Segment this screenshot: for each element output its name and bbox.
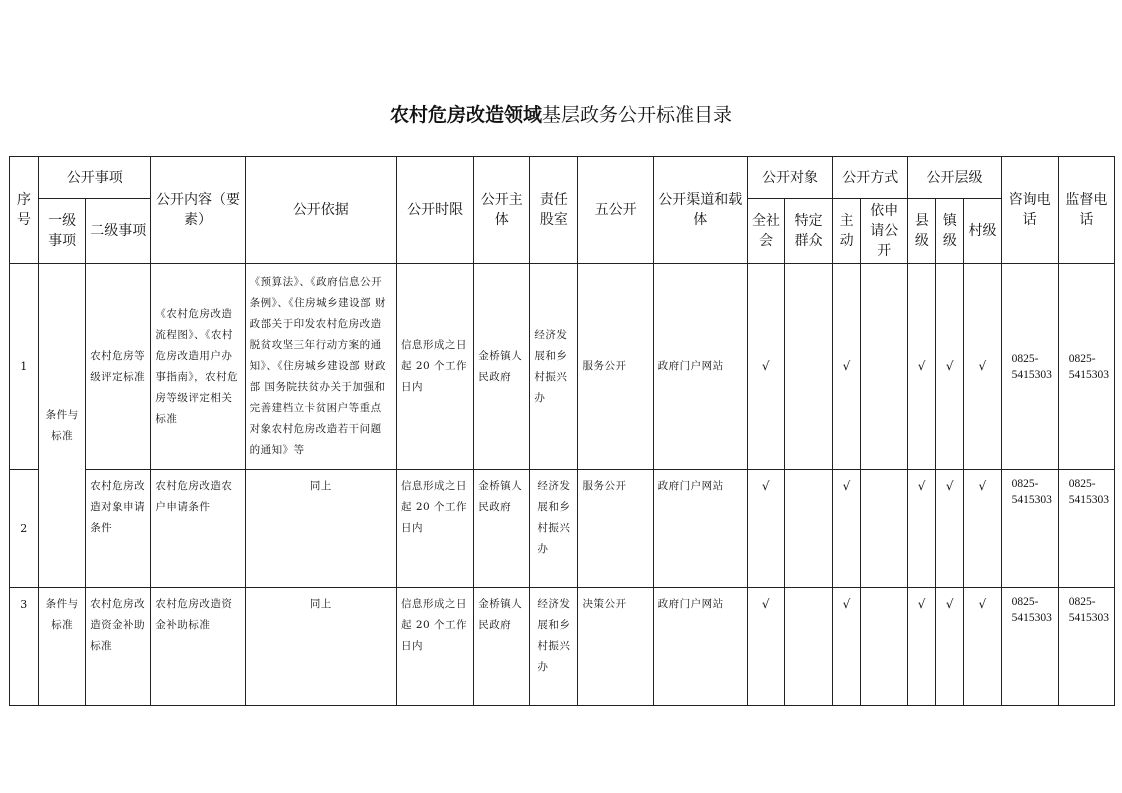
header-level2: 二级事项 xyxy=(86,199,151,264)
row-content: 《农村危房改造流程图》、《农村危房改造用户办事指南》，农村危房等级评定相关标准 xyxy=(151,264,245,470)
row-county-check: √ xyxy=(908,264,936,470)
row-content: 农村危房改造农户申请条件 xyxy=(151,470,245,588)
row-specific-group-check xyxy=(785,588,833,706)
header-seq: 序号 xyxy=(10,157,39,264)
row-supervise-phone: 0825-5415303 xyxy=(1058,264,1114,470)
header-county: 县级 xyxy=(908,199,936,264)
row-content: 农村危房改造资金补助标准 xyxy=(151,588,245,706)
row-basis: 同上 xyxy=(245,470,396,588)
row-timeframe: 信息形成之日起 20 个工作日内 xyxy=(397,264,474,470)
row-channel: 政府门户网站 xyxy=(653,470,747,588)
row-five: 决策公开 xyxy=(578,588,653,706)
header-level: 公开层级 xyxy=(908,157,1001,199)
disclosure-catalog-table xyxy=(9,156,1115,706)
row-village-check: √ xyxy=(964,264,1001,470)
header-matter: 公开事项 xyxy=(39,157,151,199)
header-specific-group: 特定群众 xyxy=(785,199,833,264)
row-level2: 农村危房等级评定标准 xyxy=(86,264,151,470)
row-level1: 条件与标准 xyxy=(39,264,86,588)
row-consult-phone: 0825-5415303 xyxy=(1001,470,1058,588)
row-consult-phone: 0825-5415303 xyxy=(1001,264,1058,470)
row-five: 服务公开 xyxy=(578,264,653,470)
row-specific-group-check xyxy=(785,470,833,588)
row-all-society-check: √ xyxy=(747,264,784,470)
row-timeframe: 信息形成之日起 20 个工作日内 xyxy=(397,588,474,706)
row-supervise-phone: 0825-5415303 xyxy=(1058,588,1114,706)
row-county-check: √ xyxy=(908,470,936,588)
header-dept: 责任股室 xyxy=(530,157,578,264)
row-all-society-check: √ xyxy=(747,470,784,588)
row-on-request-check xyxy=(861,470,908,588)
header-basis: 公开依据 xyxy=(245,157,396,264)
row-consult-phone: 0825-5415303 xyxy=(1001,588,1058,706)
row-basis: 同上 xyxy=(245,588,396,706)
row-seq: 3 xyxy=(10,588,39,706)
header-town: 镇级 xyxy=(936,199,964,264)
header-level1: 一级事项 xyxy=(39,199,86,264)
table-row xyxy=(10,470,1115,588)
header-village: 村级 xyxy=(964,199,1001,264)
table-row xyxy=(10,264,1115,470)
header-method: 公开方式 xyxy=(833,157,908,199)
row-town-check: √ xyxy=(936,264,964,470)
header-channel: 公开渠道和载体 xyxy=(653,157,747,264)
row-town-check: √ xyxy=(936,588,964,706)
header-supervise: 监督电话 xyxy=(1058,157,1114,264)
row-town-check: √ xyxy=(936,470,964,588)
row-all-society-check: √ xyxy=(747,588,784,706)
row-active-check: √ xyxy=(833,588,861,706)
row-dept: 经济发展和乡村振兴办 xyxy=(530,470,578,588)
header-audience: 公开对象 xyxy=(747,157,832,199)
header-all-society: 全社会 xyxy=(747,199,784,264)
title-bold-part: 农村危房改造领域 xyxy=(389,104,542,126)
row-on-request-check xyxy=(861,588,908,706)
row-subject: 金桥镇人民政府 xyxy=(474,470,530,588)
header-on-request: 依申请公开 xyxy=(861,199,908,264)
table-row xyxy=(10,588,1115,706)
row-channel: 政府门户网站 xyxy=(653,264,747,470)
row-subject: 金桥镇人民政府 xyxy=(474,588,530,706)
row-village-check: √ xyxy=(964,588,1001,706)
row-seq: 2 xyxy=(10,470,39,588)
header-active: 主动 xyxy=(833,199,861,264)
row-dept: 经济发展和乡村振兴办 xyxy=(530,588,578,706)
row-active-check: √ xyxy=(833,264,861,470)
row-seq: 1 xyxy=(10,264,39,470)
header-subject: 公开主体 xyxy=(474,157,530,264)
row-on-request-check xyxy=(861,264,908,470)
row-village-check: √ xyxy=(964,470,1001,588)
row-dept: 经济发展和乡村振兴办 xyxy=(530,264,578,470)
header-five: 五公开 xyxy=(578,157,653,264)
header-consult: 咨询电话 xyxy=(1001,157,1058,264)
row-county-check: √ xyxy=(908,588,936,706)
row-five: 服务公开 xyxy=(578,470,653,588)
row-channel: 政府门户网站 xyxy=(653,588,747,706)
row-active-check: √ xyxy=(833,470,861,588)
title-rest-part: 基层政务公开标准目录 xyxy=(542,104,733,126)
header-content: 公开内容（要素） xyxy=(151,157,245,264)
row-specific-group-check xyxy=(785,264,833,470)
row-level2: 农村危房改造资金补助标准 xyxy=(86,588,151,706)
row-basis: 《预算法》、《政府信息公开条例》、《住房城乡建设部 财政部关于印发农村危房改造脱贫攻坚三年行动方案的通知》、《住房城乡建设部 财政部 国务院扶贫办关于加强和完善建档立卡贫困户等重点对象农村危房改造若干问题的通知》等 xyxy=(245,264,396,470)
row-supervise-phone: 0825-5415303 xyxy=(1058,470,1114,588)
row-level1: 条件与标准 xyxy=(39,588,86,706)
document-title xyxy=(0,100,1122,127)
header-timeframe: 公开时限 xyxy=(397,157,474,264)
row-subject: 金桥镇人民政府 xyxy=(474,264,530,470)
row-timeframe: 信息形成之日起 20 个工作日内 xyxy=(397,470,474,588)
row-level2: 农村危房改造对象申请条件 xyxy=(86,470,151,588)
